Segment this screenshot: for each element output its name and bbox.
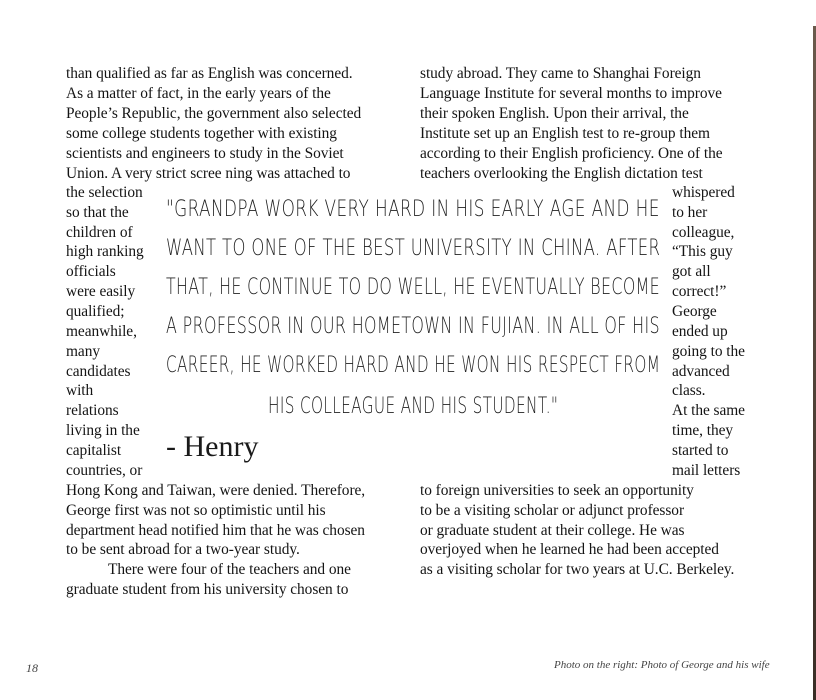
body-line: countries, or bbox=[66, 462, 143, 479]
body-line: Institute set up an English test to re-group them bbox=[420, 125, 710, 142]
body-line: George first was not so optimistic until his bbox=[66, 502, 326, 519]
body-line: study abroad. They came to Shanghai Foreign bbox=[420, 65, 701, 82]
body-line: their spoken English. Upon their arrival, the bbox=[420, 105, 689, 122]
body-line: scientists and engineers to study in the Soviet bbox=[66, 145, 344, 162]
body-line: “This guy bbox=[672, 243, 733, 260]
body-line: to be sent abroad for a two-year study. bbox=[66, 541, 300, 558]
body-line: Hong Kong and Taiwan, were denied. Therefore, bbox=[66, 482, 366, 499]
body-line: At the same bbox=[672, 402, 745, 419]
body-line: correct!” bbox=[672, 283, 727, 300]
body-line: to her bbox=[672, 204, 708, 221]
body-line: ended up bbox=[672, 323, 728, 340]
body-line: the selection bbox=[66, 184, 143, 201]
body-line: children of bbox=[66, 224, 133, 241]
body-line: graduate student from his university chosen to bbox=[66, 581, 349, 598]
body-line: advanced bbox=[672, 363, 730, 380]
page-number: 18 bbox=[26, 661, 38, 675]
body-line: as a visiting scholar for two years at U.C. Berkeley. bbox=[420, 561, 735, 578]
body-line: mail letters bbox=[672, 462, 741, 479]
body-line: according to their English proficiency. One of the bbox=[420, 145, 723, 162]
pull-quote-line: CAREER, HE WORKED HARD AND HE WON HIS RESPECT FROM bbox=[166, 353, 661, 378]
body-line: overjoyed when he learned he had been accepted bbox=[420, 541, 719, 558]
body-line: with bbox=[66, 382, 94, 399]
body-line: than qualified as far as English was concerned. bbox=[66, 65, 353, 82]
body-line: meanwhile, bbox=[66, 323, 137, 340]
body-line: going to the bbox=[672, 343, 745, 360]
body-line: started to bbox=[672, 442, 729, 459]
body-line: to be a visiting scholar or adjunct professor bbox=[420, 502, 685, 519]
pull-quote-line: HIS COLLEAGUE AND HIS STUDENT." bbox=[268, 394, 559, 419]
body-line: or graduate student at their college. He was bbox=[420, 522, 685, 539]
body-line: many bbox=[66, 343, 100, 360]
photo-caption: Photo on the right: Photo of George and his wife bbox=[554, 659, 770, 671]
body-line: qualified; bbox=[66, 303, 125, 320]
pull-quote-line: "GRANDPA WORK VERY HARD IN HIS EARLY AGE AND HE bbox=[166, 197, 660, 222]
body-line: were easily bbox=[66, 283, 136, 300]
body-line: some college students together with existing bbox=[66, 125, 337, 142]
body-line: to foreign universities to seek an opportunity bbox=[420, 482, 694, 499]
body-line: officials bbox=[66, 263, 116, 280]
body-line: class. bbox=[672, 382, 706, 399]
body-line: colleague, bbox=[672, 224, 735, 241]
body-line: People’s Republic, the government also selected bbox=[66, 105, 362, 122]
body-line: teachers overlooking the English dictation test bbox=[420, 165, 703, 182]
body-line: whispered bbox=[672, 184, 735, 201]
pull-quote-line: WANT TO ONE OF THE BEST UNIVERSITY IN CHINA. AFTER bbox=[166, 236, 661, 261]
body-line: As a matter of fact, in the early years of the bbox=[66, 85, 331, 102]
body-line: Union. A very strict scree ning was attached to bbox=[66, 165, 351, 182]
body-line: so that the bbox=[66, 204, 129, 221]
body-line: department head notified him that he was chosen bbox=[66, 522, 365, 539]
body-line: Language Institute for several months to improve bbox=[420, 85, 722, 102]
body-line-indented: There were four of the teachers and one bbox=[108, 561, 351, 578]
pull-quote-line: THAT, HE CONTINUE TO DO WELL, HE EVENTUALLY BECOME bbox=[166, 275, 661, 300]
body-line: got all bbox=[672, 263, 711, 280]
body-line: George bbox=[672, 303, 717, 320]
body-line: time, they bbox=[672, 422, 734, 439]
body-line: living in the bbox=[66, 422, 140, 439]
body-line: capitalist bbox=[66, 442, 122, 459]
body-line: high ranking bbox=[66, 243, 144, 260]
pull-quote-line: A PROFESSOR IN OUR HOMETOWN IN FUJIAN. IN ALL OF HIS bbox=[166, 314, 660, 339]
body-line: candidates bbox=[66, 363, 131, 380]
body-line: relations bbox=[66, 402, 119, 419]
pull-quote-attribution: - Henry bbox=[166, 430, 259, 463]
